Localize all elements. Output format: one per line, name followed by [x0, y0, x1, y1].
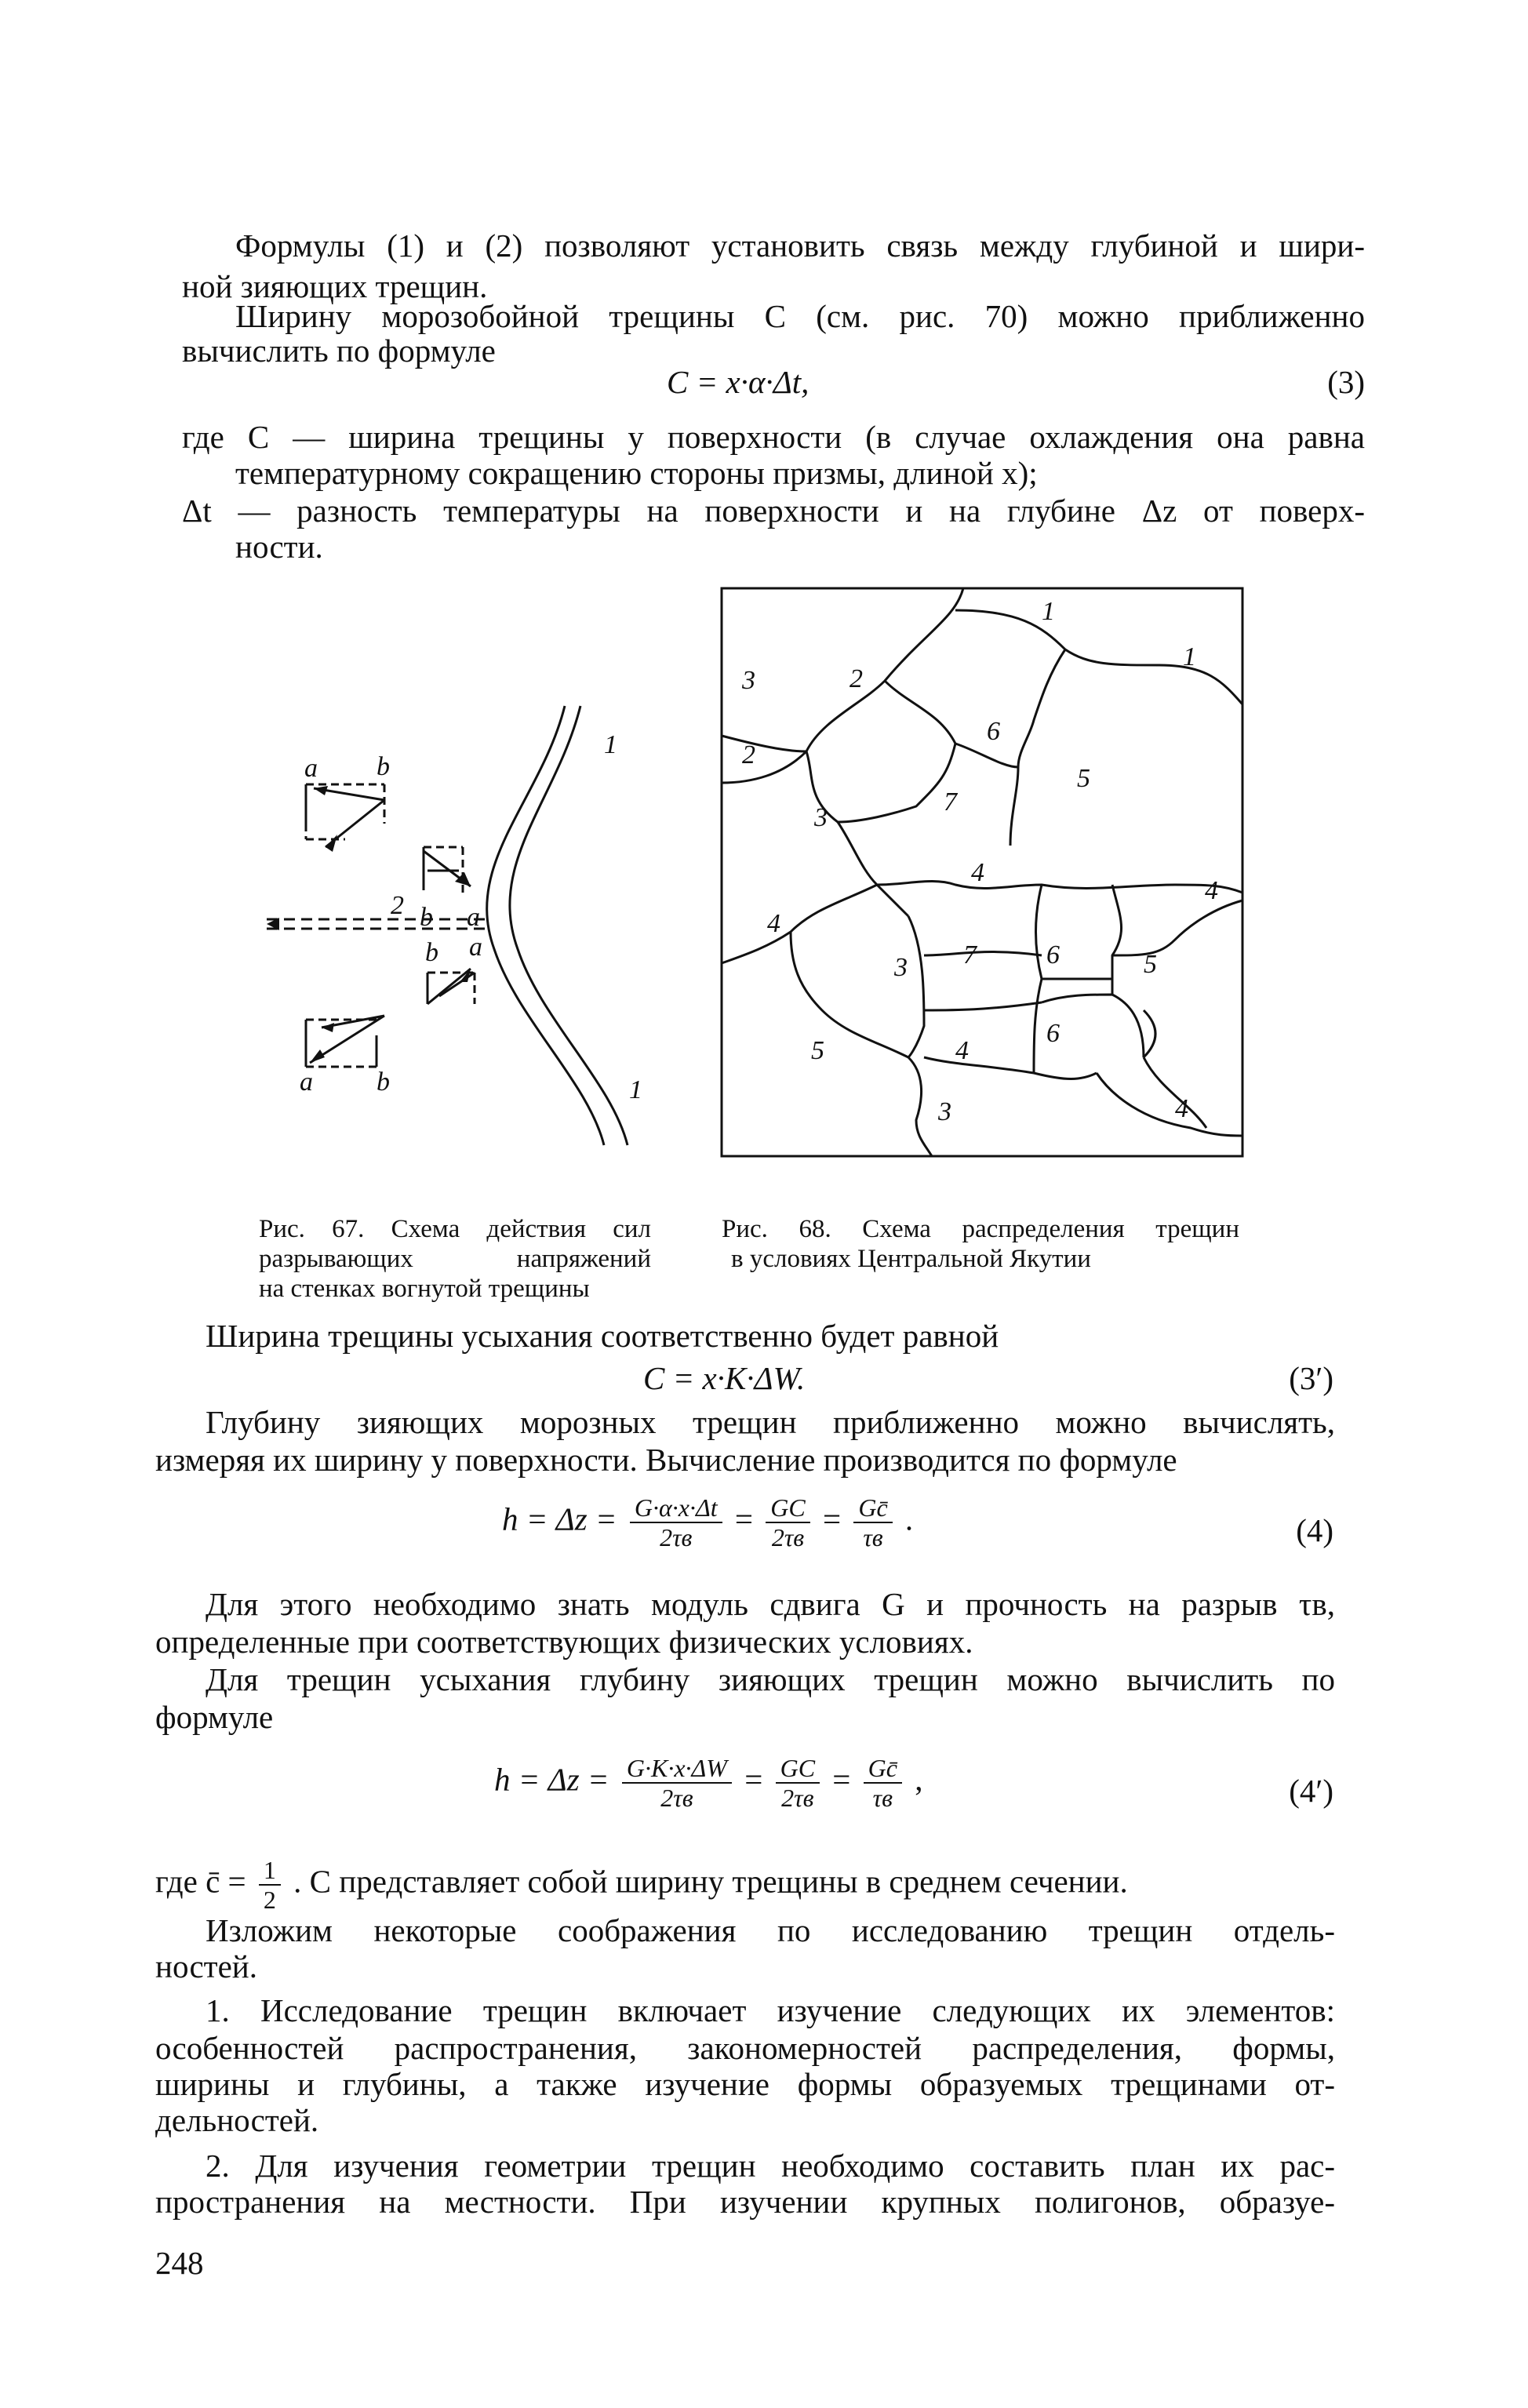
para-shrink-depth-line-1: Для трещин усыхания глубину зияющих трещин можно вычислить по: [206, 1661, 1335, 1697]
fig67-label-1-top: 1: [604, 730, 617, 759]
item-2-line-1: 2. Для изучения геометрии трещин необходимо составить план их рас-: [206, 2148, 1335, 2184]
eq4-f2-num: GC: [766, 1493, 809, 1523]
figure-68-caption-line-1: Рис. 68. Схема распределения трещин: [722, 1215, 1239, 1243]
eq4p-fraction-3: [864, 1754, 902, 1812]
fig68-label-1b: 1: [1183, 642, 1196, 671]
where-c-line-1: где C — ширина трещины у поверхности (в случае охлаждения она равна: [182, 419, 1365, 455]
fig68-label-7b: 7: [963, 940, 977, 969]
equation-3-prime-number: (3′): [1289, 1360, 1333, 1396]
where-c-line-2: температурному сокращению стороны призмы, длиной x);: [235, 455, 1038, 491]
para-present-line-2: ностей.: [155, 1948, 257, 1984]
equation-3: C = x·α·Δt,: [667, 364, 809, 400]
figure-67-caption-line-2: разрывающих напряжений: [259, 1245, 651, 1273]
item-1-line-1: 1. Исследование трещин включает изучение следующих их элементов:: [206, 1992, 1335, 2028]
equation-4-prime: [494, 1754, 922, 1812]
fig68-label-4c: 4: [767, 909, 780, 938]
eq4p-f3-num: Gc̄: [864, 1754, 902, 1784]
eq4-equals: =: [734, 1500, 754, 1537]
eq4-end: .: [904, 1500, 914, 1537]
eq4p-f2-den: 2τв: [781, 1784, 814, 1812]
fig68-label-4d: 4: [955, 1036, 969, 1065]
fig68-label-5b: 5: [1144, 950, 1157, 979]
where-cbar-fraction: [259, 1856, 281, 1914]
eq4p-f3-den: τв: [872, 1784, 893, 1812]
para-need-line-1: Для этого необходимо знать модуль сдвига G и прочность на разрыв τв,: [206, 1586, 1335, 1622]
eq4-f2-den: 2τв: [771, 1523, 805, 1551]
fig67-label-a1: a: [304, 754, 318, 783]
figure-67-caption-line-1: Рис. 67. Схема действия сил: [259, 1215, 651, 1243]
fig68-label-4a: 4: [971, 858, 984, 887]
item-1-line-2: особенностей распространения, закономерностей распределения, формы,: [155, 2030, 1335, 2066]
fig68-label-3b: 3: [814, 803, 828, 832]
figure-68-diagram: [720, 587, 1244, 1158]
where-cbar-post: . C представляет собой ширину трещины в среднем сечении.: [293, 1863, 1128, 1900]
para-width-line-1: Ширину морозобойной трещины C (см. рис. 70) можно приближенно: [235, 298, 1365, 334]
fig68-label-1a: 1: [1042, 597, 1055, 626]
eq4-f1-den: 2τв: [660, 1523, 693, 1551]
where-cbar-pre: где c̄ =: [155, 1863, 246, 1900]
fig68-label-3d: 3: [938, 1097, 951, 1126]
eq4p-equals: =: [744, 1761, 763, 1798]
eq4-fraction-2: [766, 1493, 809, 1551]
fig68-label-5a: 5: [1077, 764, 1090, 793]
para-width-line-2: вычислить по формуле: [182, 333, 496, 369]
equation-4: [502, 1493, 913, 1551]
fig67-label-b2: b: [420, 903, 433, 932]
fig68-label-4b: 4: [1205, 876, 1218, 905]
para-intro-line-2: ной зияющих трещин.: [182, 268, 488, 304]
para-present-line-1: Изложим некоторые соображения по исследованию трещин отдель-: [206, 1912, 1335, 1948]
eq4-f3-num: Gc̄: [853, 1493, 892, 1523]
eq4p-f1-num: G·K·x·ΔW: [622, 1754, 732, 1784]
figure-67-caption-line-3: на стенках вогнутой трещины: [259, 1275, 590, 1303]
fig68-label-5c: 5: [811, 1036, 824, 1065]
fig67-label-1-bottom: 1: [629, 1075, 642, 1104]
eq4p-equals-2: =: [832, 1761, 851, 1798]
para-depth-line-2: измеряя их ширину у поверхности. Вычисление производится по формуле: [155, 1442, 1177, 1478]
eq4p-end: ,: [915, 1761, 923, 1798]
page-number: 248: [155, 2245, 204, 2281]
equation-3-number: (3): [1327, 364, 1365, 400]
fig67-label-2: 2: [391, 891, 404, 920]
eq4-f1-num: G·α·x·Δt: [630, 1493, 722, 1523]
where-cbar-line: [155, 1856, 1335, 1914]
eq4p-f1-den: 2τв: [660, 1784, 693, 1812]
para-need-line-2: определенные при соответствующих физических условиях.: [155, 1624, 973, 1660]
eq4p-f2-num: GC: [776, 1754, 820, 1784]
eq4p-lhs: h = Δz =: [494, 1761, 609, 1798]
fig67-label-b3: b: [425, 938, 438, 967]
item-1-line-4: дельностей.: [155, 2102, 319, 2138]
fig67-label-b1: b: [377, 752, 390, 781]
figure-68-caption: [722, 1214, 1239, 1274]
para-intro-line-1: Формулы (1) и (2) позволяют установить связь между глубиной и шири-: [235, 227, 1365, 264]
figure-67-diagram: [259, 690, 667, 1161]
where-cbar-den: 2: [263, 1886, 276, 1914]
para-shrink: Ширина трещины усыхания соответственно будет равной: [206, 1318, 999, 1354]
fig68-label-3c: 3: [894, 953, 908, 982]
fig68-label-6c: 6: [1046, 1019, 1060, 1048]
where-dt-line-2: ности.: [235, 529, 323, 565]
eq4-lhs: h = Δz =: [502, 1500, 617, 1537]
fig67-label-a4: a: [300, 1068, 313, 1097]
eq4p-fraction-1: [622, 1754, 732, 1812]
fig68-label-7a: 7: [944, 788, 957, 817]
equation-3-prime: C = x·K·ΔW.: [643, 1360, 806, 1396]
eq4-fraction-3: [853, 1493, 892, 1551]
item-1-line-3: ширины и глубины, а также изучение формы образуемых трещинами от-: [155, 2066, 1335, 2102]
equation-4-number: (4): [1296, 1512, 1333, 1548]
fig68-label-6b: 6: [1046, 940, 1060, 969]
where-dt-line-1: Δt — разность температуры на поверхности и на глубине Δz от поверх-: [182, 493, 1365, 529]
item-2-line-2: пространения на местности. При изучении крупных полигонов, образуе-: [155, 2184, 1335, 2220]
fig67-label-a3: a: [469, 933, 482, 962]
fig68-label-2a: 2: [849, 664, 863, 693]
eq4-f3-den: τв: [863, 1523, 883, 1551]
eq4-fraction-1: [630, 1493, 722, 1551]
fig67-label-b4: b: [377, 1068, 390, 1097]
fig68-label-4e: 4: [1175, 1094, 1188, 1123]
figure-68-caption-line-2: в условиях Центральной Якутии: [731, 1245, 1091, 1273]
figure-67-caption: [259, 1214, 651, 1304]
para-shrink-depth-line-2: формуле: [155, 1699, 274, 1735]
eq4p-fraction-2: [776, 1754, 820, 1812]
where-cbar-num: 1: [259, 1856, 281, 1886]
fig68-label-2b: 2: [742, 740, 755, 769]
para-depth-line-1: Глубину зияющих морозных трещин приближенно можно вычислять,: [206, 1404, 1335, 1440]
equation-4-prime-number: (4′): [1289, 1773, 1333, 1809]
fig68-label-3a: 3: [742, 666, 755, 695]
fig68-label-6a: 6: [987, 717, 1000, 746]
eq4-equals-2: =: [822, 1500, 842, 1537]
fig67-label-a2: a: [467, 903, 480, 932]
